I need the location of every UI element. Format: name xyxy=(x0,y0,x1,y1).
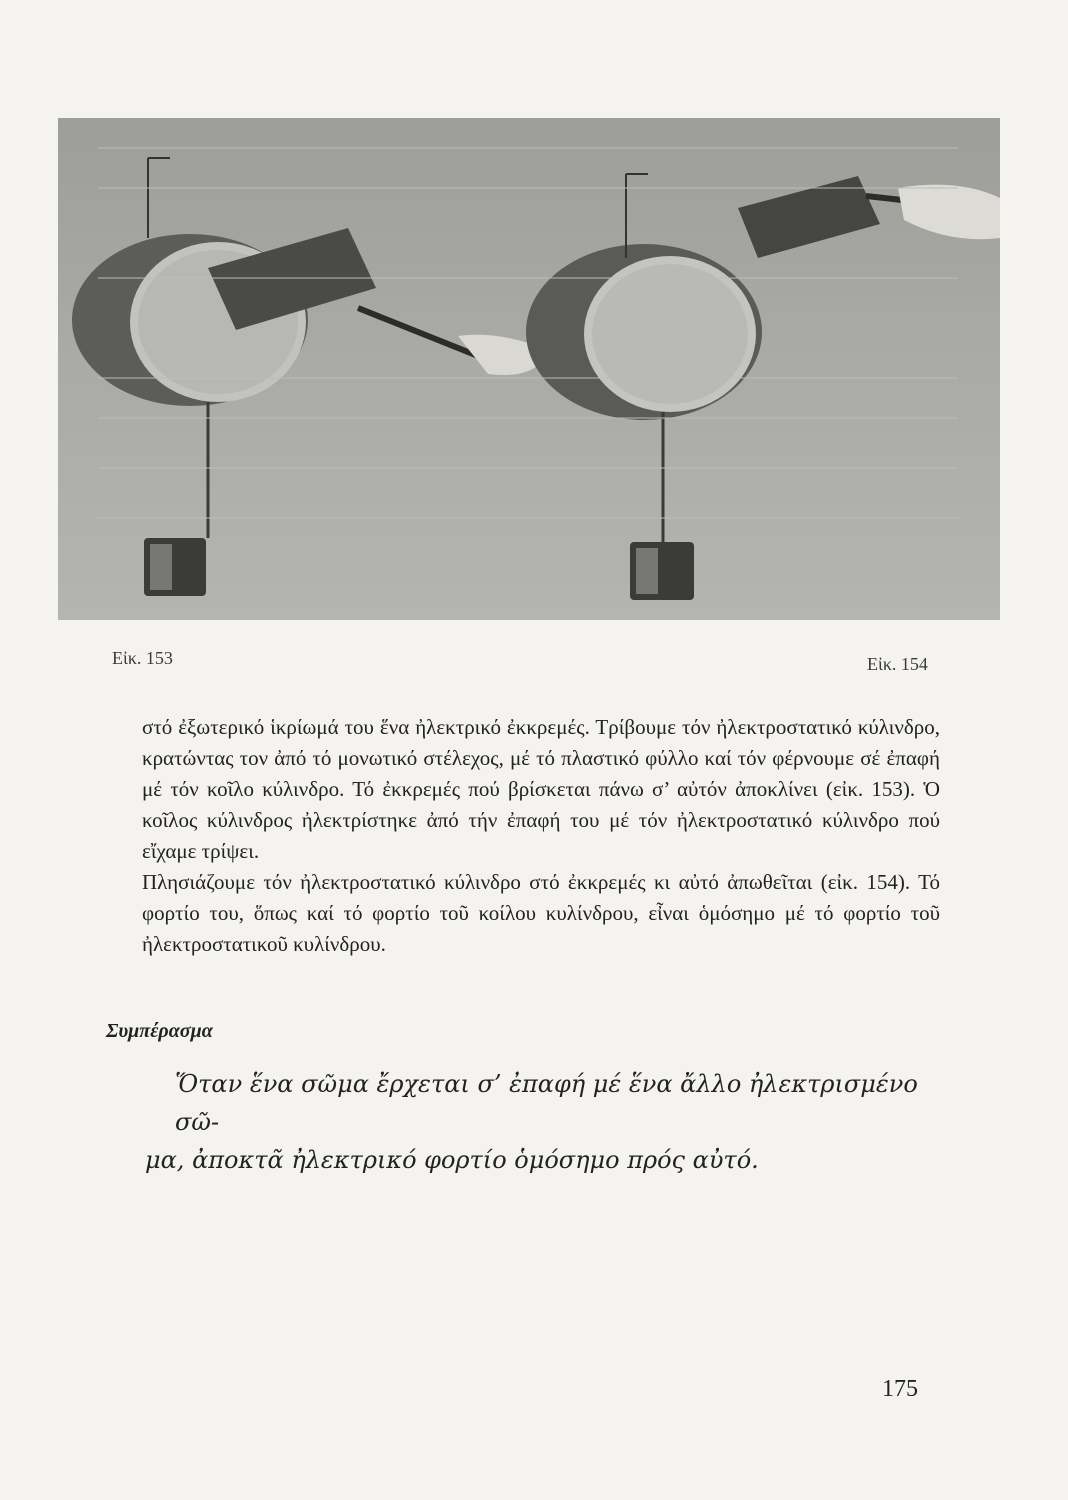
conclusion-line-1: Ὅταν ἕνα σῶμα ἔρχεται σ’ ἐπαφή μέ ἕνα ἄλλο ἠλεκτρισμένο σῶ- xyxy=(175,1070,918,1136)
figure-caption-154: Εἰκ. 154 xyxy=(867,654,928,674)
experiment-photo xyxy=(58,118,1000,620)
paragraph-1: στό ἐξωτερικό ἱκρίωμά του ἕνα ἠλεκτρικό ἐκκρεμές. Τρίβουμε τόν ἠλεκτροστατικό κύλινδρο, κρατώντας τον ἀπό τό μονωτικό στέλεχος, μέ τό πλαστικό φύλλο καί τόν φέρνουμε σέ ἐπαφή μέ τόν κοῖλο κύλινδρο. Τό ἐκκρεμές πού βρίσκεται πάνω σ’ αὐτόν ἀποκλίνει (εἰκ. 153). Ὁ κοῖλος κύλινδρος ἠλεκτρίστηκε ἀπό τήν ἐπαφή του μέ τόν ἠλεκτροστατικό κύλινδρο πού εἴχαμε τρίψει. xyxy=(142,715,940,863)
right-apparatus xyxy=(526,174,1000,600)
left-apparatus xyxy=(72,158,548,596)
paragraph-2: Πλησιάζουμε τόν ἠλεκτροστατικό κύλινδρο στό ἐκκρεμές κι αὐτό ἀπωθεῖται (εἰκ. 154). Τό φορτίο του, ὅπως καί τό φορτίο τοῦ κοίλου κυλίνδρου, εἶναι ὁμόσημο μέ τό φορτίο τοῦ ἠλεκτροστατικοῦ κυλίνδρου. xyxy=(142,870,940,956)
figure-caption-153: Εἰκ. 153 xyxy=(112,648,173,668)
conclusion-line-2: μα, ἀποκτᾶ ἠλεκτρικό φορτίο ὁμόσημο πρός αὐτό. xyxy=(145,1146,759,1174)
body-text xyxy=(142,712,940,960)
page-number: 175 xyxy=(882,1376,918,1402)
conclusion-text xyxy=(145,1065,945,1179)
experiment-illustration xyxy=(58,118,1000,620)
conclusion-heading: Συμπέρασμα xyxy=(106,1020,213,1042)
